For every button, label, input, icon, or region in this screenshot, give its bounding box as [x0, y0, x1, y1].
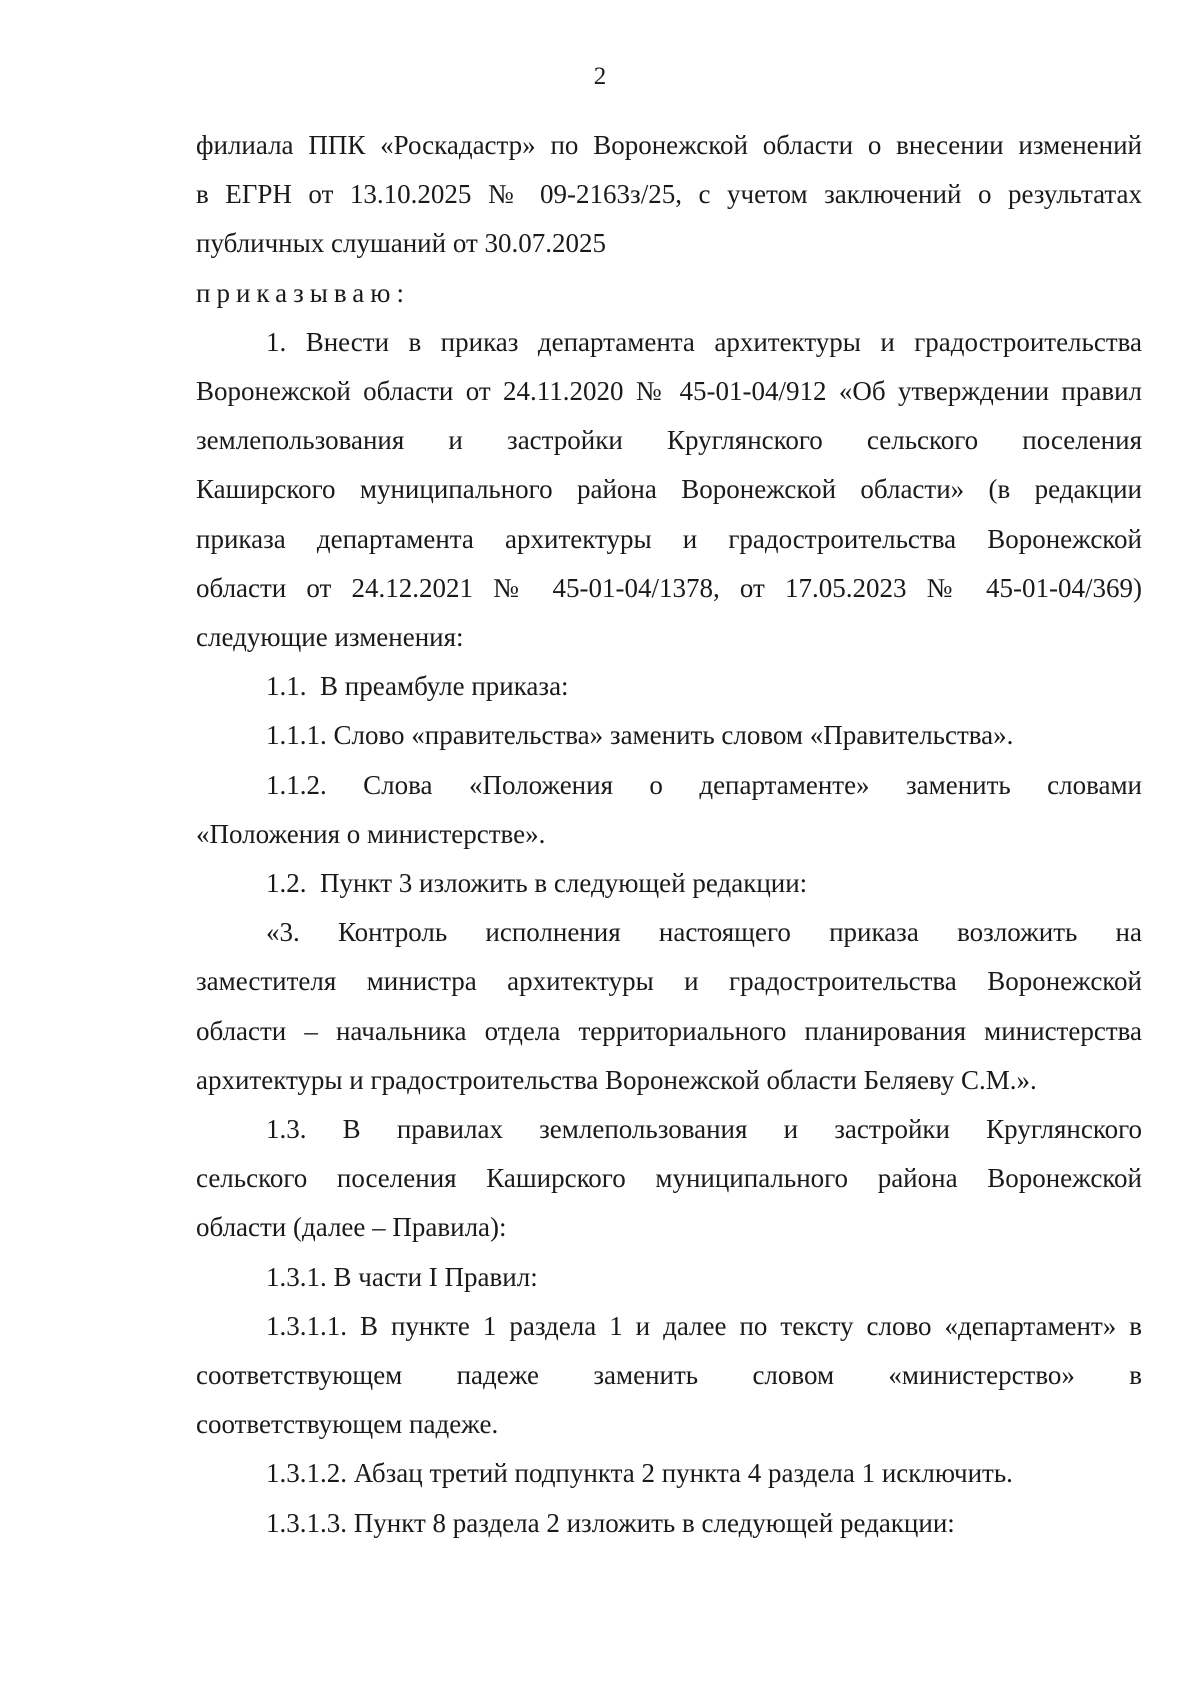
- text-line: области – начальника отдела территориального планирования министерства: [196, 1015, 1142, 1046]
- text-line: следующие изменения:: [196, 622, 464, 653]
- text-line: Каширского муниципального района Воронежской области» (в редакции: [196, 474, 1142, 505]
- paragraph-item-1-1-1: [196, 711, 1142, 760]
- paragraph-item-1-3-1: [196, 1253, 1142, 1302]
- page-number: 2: [593, 63, 607, 90]
- text-line: области (далее – Правила):: [196, 1212, 507, 1243]
- text-line: 1.3. В правилах землепользования и застройки Круглянского: [266, 1114, 1142, 1145]
- text-line: 1.1.1. Слово «правительства» заменить словом «Правительства».: [266, 720, 1014, 751]
- text-line: 1.1. В преамбуле приказа:: [266, 671, 569, 702]
- text-line: 1.1.2. Слова «Положения о департаменте» заменить словами: [266, 769, 1142, 800]
- text-line: 1.2. Пункт 3 изложить в следующей редакции:: [266, 868, 808, 899]
- text-line: соответствующем падеже.: [196, 1409, 499, 1440]
- text-line: «Положения о министерстве».: [196, 818, 546, 849]
- paragraph-item-1-3-1-1: [196, 1302, 1142, 1450]
- text-line: области от 24.12.2021 № 45-01-04/1378, от 17.05.2023 № 45-01-04/369): [196, 572, 1142, 603]
- paragraph-item-1-2: [196, 859, 1142, 908]
- paragraph-item-1-3-1-3: [196, 1499, 1142, 1548]
- text-line: филиала ППК «Роскадастр» по Воронежской области о внесении изменений: [196, 130, 1142, 160]
- paragraph-quoted-item-3: [196, 908, 1142, 1105]
- text-line: архитектуры и градостроительства Воронежской области Беляеву С.М.».: [196, 1064, 1037, 1095]
- paragraph-item-1: [196, 318, 1142, 662]
- order-word: [196, 269, 1142, 318]
- text-line: в ЕГРН от 13.10.2025 № 09-2163з/25, с учетом заключений о результатах: [196, 179, 1142, 210]
- text-line: 1.3.1.2. Абзац третий подпункта 2 пункта 4 раздела 1 исключить.: [266, 1458, 1013, 1489]
- paragraph-item-1-3-1-2: [196, 1449, 1142, 1498]
- text-line: сельского поселения Каширского муниципального района Воронежской: [196, 1163, 1142, 1194]
- text-line: «3. Контроль исполнения настоящего приказа возложить на: [266, 917, 1142, 948]
- text-line: соответствующем падеже заменить словом «министерство» в: [196, 1360, 1142, 1391]
- paragraph-item-1-1-2: [196, 761, 1142, 859]
- paragraph-item-1-3: [196, 1105, 1142, 1253]
- text-line: 1. Внести в приказ департамента архитектуры и градостроительства: [266, 326, 1142, 357]
- text-line: приказа департамента архитектуры и градостроительства Воронежской: [196, 523, 1142, 554]
- paragraph-item-1-1: [196, 662, 1142, 711]
- text-line: землепользования и застройки Круглянского сельского поселения: [196, 425, 1142, 456]
- paragraph-preamble-continuation: [196, 121, 1142, 269]
- text-line: 1.3.1. В части I Правил:: [266, 1261, 538, 1292]
- text-line: приказываю:: [196, 277, 410, 308]
- document-body: [196, 121, 1142, 1548]
- text-line: Воронежской области от 24.11.2020 № 45-01-04/912 «Об утверждении правил: [196, 376, 1142, 407]
- text-line: 1.3.1.3. Пункт 8 раздела 2 изложить в следующей редакции:: [266, 1507, 955, 1538]
- text-line: 1.3.1.1. В пункте 1 раздела 1 и далее по тексту слово «департамент» в: [266, 1310, 1142, 1341]
- text-line: заместителя министра архитектуры и градостроительства Воронежской: [196, 966, 1142, 997]
- text-line: публичных слушаний от 30.07.2025: [196, 228, 607, 259]
